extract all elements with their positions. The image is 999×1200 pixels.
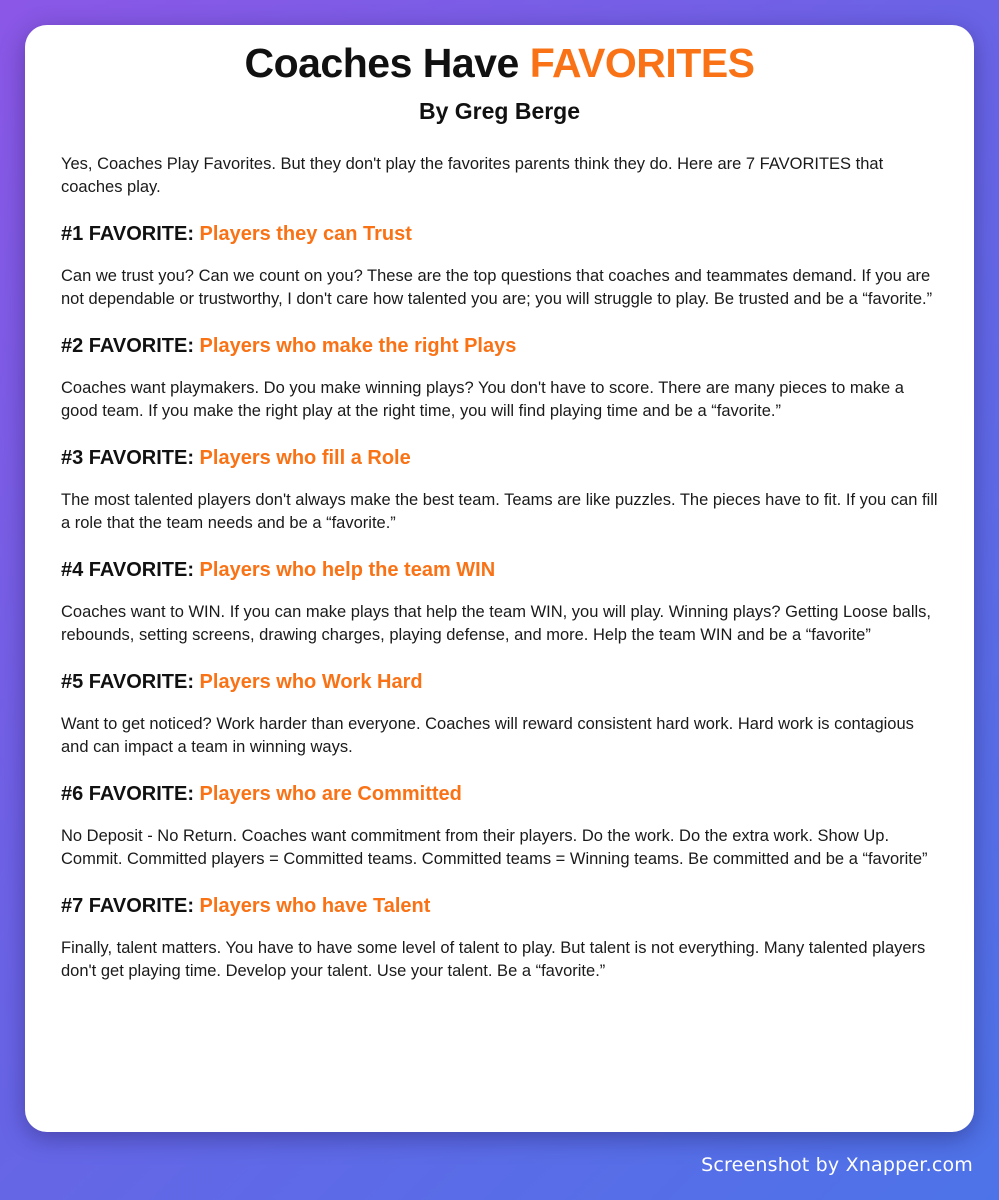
section-heading-text: Players who are Committed	[199, 783, 462, 805]
section-prefix: #2 FAVORITE:	[61, 335, 200, 357]
section-body: Coaches want to WIN. If you can make plays that help the team WIN, you will play. Winning plays? Getting Loose balls, rebounds, setting screens, drawing charges, playing defense, and more. Help the team WIN and be a “favorite”	[61, 603, 932, 644]
section-heading	[61, 221, 938, 247]
section-4	[61, 557, 938, 647]
section-7	[61, 893, 938, 983]
section-heading	[61, 781, 938, 807]
section-heading	[61, 893, 938, 919]
section-prefix: #3 FAVORITE:	[61, 447, 200, 469]
section-heading	[61, 333, 938, 359]
section-heading-text: Players who help the team WIN	[199, 559, 496, 581]
section-2	[61, 333, 938, 423]
article-byline: By Greg Berge	[418, 98, 581, 124]
screenshot-watermark: Screenshot by Xnapper.com	[701, 1154, 973, 1176]
section-heading-text: Players who make the right Plays	[199, 335, 517, 357]
section-prefix: #6 FAVORITE:	[61, 783, 200, 805]
title-accent: FAVORITES	[529, 40, 755, 86]
section-prefix: #5 FAVORITE:	[61, 671, 200, 693]
article-title	[61, 33, 938, 93]
section-body: Can we trust you? Can we count on you? These are the top questions that coaches and teammates demand. If you are not dependable or trustworthy, I don't care how talented you are; you will struggle to play. Be trusted and be a “favorite.”	[61, 267, 933, 308]
section-prefix: #1 FAVORITE:	[61, 223, 200, 245]
article-card	[25, 25, 974, 1132]
section-prefix: #4 FAVORITE:	[61, 559, 200, 581]
section-heading-text: Players who have Talent	[199, 895, 431, 917]
section-1	[61, 221, 938, 311]
article-intro: Yes, Coaches Play Favorites. But they don't play the favorites parents think they do. Here are 7 FAVORITES that coaches play.	[61, 155, 884, 196]
section-body: Want to get noticed? Work harder than everyone. Coaches will reward consistent hard work. Hard work is contagious and can impact a team in winning ways.	[61, 715, 914, 756]
section-body: Finally, talent matters. You have to have some level of talent to play. But talent is not everything. Many talented players don't get playing time. Develop your talent. Use your talent. Be a “favorite.”	[61, 939, 926, 980]
section-heading	[61, 445, 938, 471]
section-prefix: #7 FAVORITE:	[61, 895, 200, 917]
section-heading	[61, 669, 938, 695]
section-heading-text: Players who Work Hard	[199, 671, 423, 693]
section-heading-text: Players they can Trust	[199, 223, 412, 245]
title-main: Coaches Have	[244, 40, 530, 86]
section-heading-text: Players who fill a Role	[199, 447, 411, 469]
section-body: Coaches want playmakers. Do you make winning plays? You don't have to score. There are many pieces to make a good team. If you make the right play at the right time, you will find playing time and be a “favorite.”	[61, 379, 904, 420]
section-body: The most talented players don't always make the best team. Teams are like puzzles. The pieces have to fit. If you can fill a role that the team needs and be a “favorite.”	[61, 491, 938, 532]
section-3	[61, 445, 938, 535]
section-6	[61, 781, 938, 871]
section-body: No Deposit - No Return. Coaches want commitment from their players. Do the work. Do the extra work. Show Up. Commit. Committed players = Committed teams. Committed teams = Winning teams. Be committed and be a “favorite”	[61, 827, 928, 868]
section-5	[61, 669, 938, 759]
section-heading	[61, 557, 938, 583]
